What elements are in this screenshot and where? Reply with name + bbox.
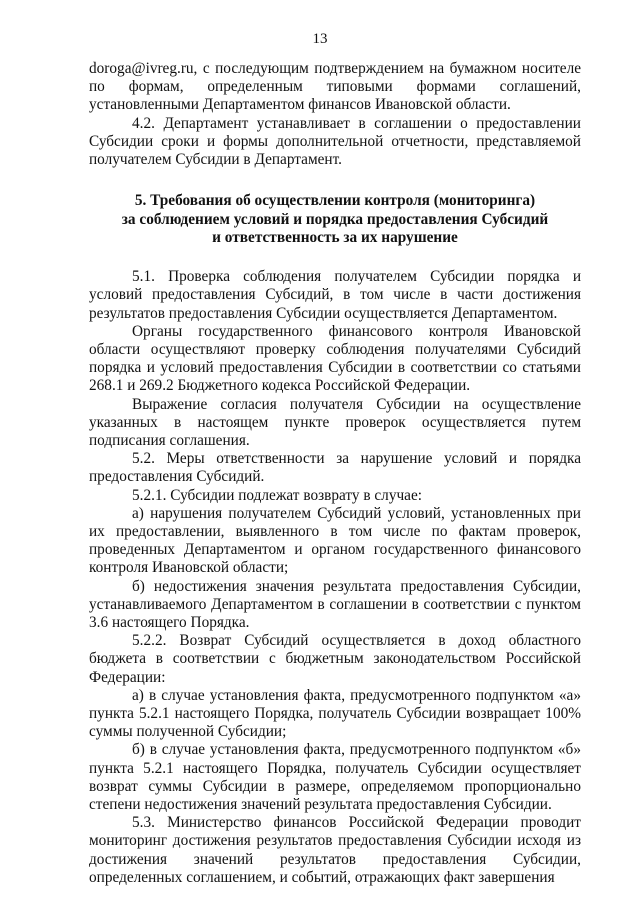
section-heading-line: за соблюдением условий и порядка предоставления Субсидий — [121, 210, 549, 228]
paragraph: б) недостижения значения результата предоставления Субсидии, устанавливаемого Департаментом в соглашении в соответствии с пунктом 3.6 настоящего Порядка. — [89, 577, 581, 631]
paragraph: 5.2.2. Возврат Субсидий осуществляется в доход областного бюджета в соответствии с бюджетным законодательством Российской Федерации: — [89, 632, 581, 686]
section-heading — [89, 192, 581, 247]
paragraph: doroga@ivreg.ru, с последующим подтверждением на бумажном носителе по формам, определенным типовыми формами соглашений, установленными Департаментом финансов Ивановской области. — [89, 60, 581, 114]
paragraph: 5.3. Министерство финансов Российской Федерации проводит мониторинг достижения результатов предоставления Субсидии исходя из достижения значений результатов предоставления Субсидии, определенных соглашением, и событий, отражающих факт завершения — [89, 814, 581, 886]
paragraph: 5.2.1. Субсидии подлежат возврату в случае: — [132, 486, 422, 504]
paragraph: Выражение согласия получателя Субсидии на осуществление указанных в настоящем пункте проверок осуществляется путем подписания соглашения. — [89, 395, 581, 449]
paragraph: а) в случае установления факта, предусмотренного подпунктом «а» пункта 5.2.1 настоящего Порядка, получатель Субсидии возвращает 100% суммы полученной Субсидии; — [89, 686, 581, 741]
paragraph: 5.1. Проверка соблюдения получателем Субсидии порядка и условий предоставления Субсидий, в том числе в части достижения результатов предоставления Субсидии осуществляется Департаментом. — [89, 268, 581, 322]
paragraph: а) нарушения получателем Субсидий условий, установленных при их предоставлении, выявленного в том числе по фактам проверок, проведенных Департаментом и органом государственного финансового контроля Ивановской области; — [89, 504, 581, 577]
section-heading-line: 5. Требования об осуществлении контроля (мониторинга) — [134, 192, 536, 210]
paragraph: б) в случае установления факта, предусмотренного подпунктом «б» пункта 5.2.1 настоящего Порядка, получатель Субсидии осуществляет возврат суммы Субсидии в размере, определяемом пропорционально степени недостижения значений результата предоставления Субсидии. — [89, 741, 581, 813]
paragraph: Органы государственного финансового контроля Ивановской области осуществляют проверку соблюдения получателями Субсидий порядка и условий предоставления Субсидии в соответствии со статьями 268.1 и 269.2 Бюджетного кодекса Российской Федерации. — [89, 322, 581, 395]
document-body — [89, 60, 581, 887]
paragraph: 4.2. Департамент устанавливает в соглашении о предоставлении Субсидии сроки и формы дополнительной отчетности, представляемой получателем Субсидии в Департамент. — [89, 114, 581, 169]
page-number: 13 — [312, 31, 328, 47]
section-heading-line: и ответственность за их нарушение — [212, 228, 458, 246]
paragraph: 5.2. Меры ответственности за нарушение условий и порядка предоставления Субсидий. — [89, 450, 581, 486]
